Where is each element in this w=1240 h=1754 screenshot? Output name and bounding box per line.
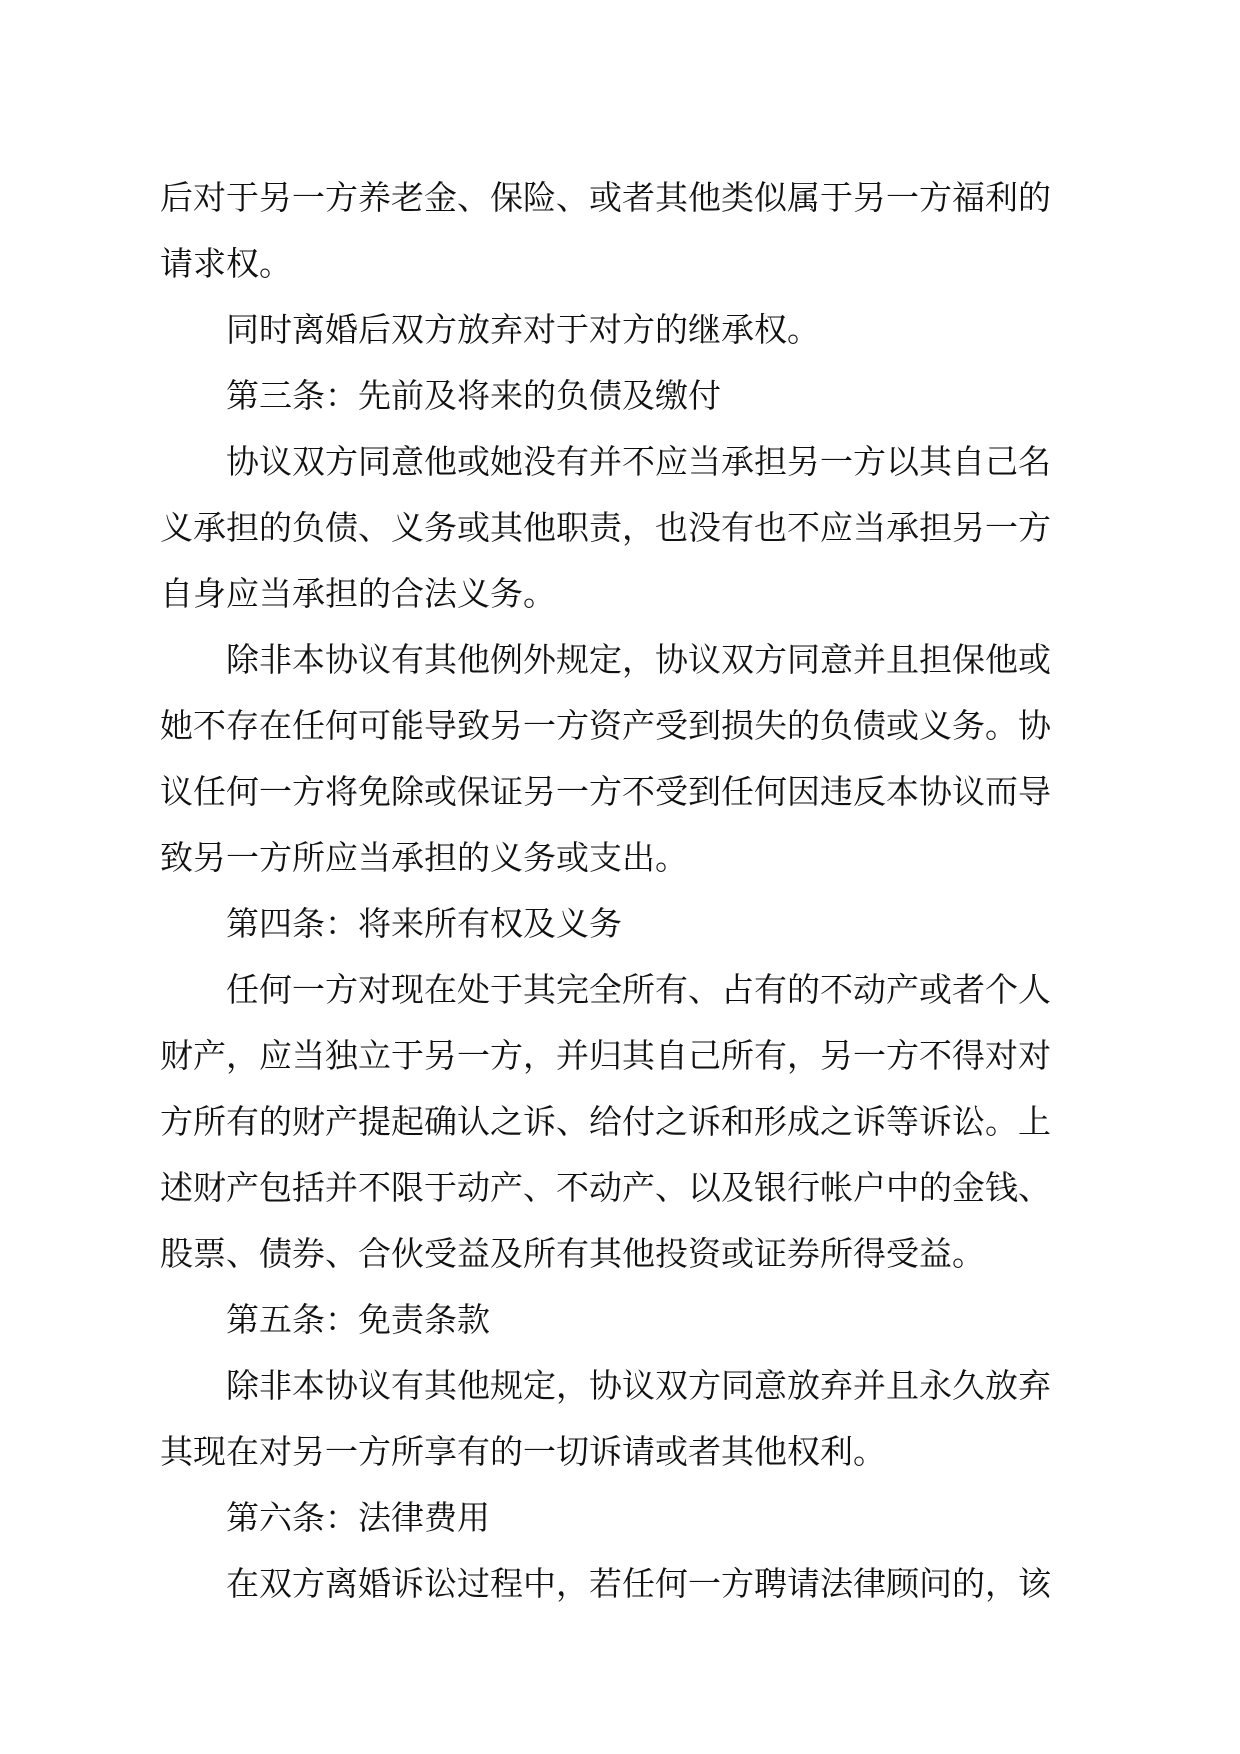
text-line: 致另一方所应当承担的义务或支出。 <box>160 838 688 877</box>
document-body <box>160 165 1100 1617</box>
text-line: 自身应当承担的合法义务。 <box>160 574 556 613</box>
text-line: 方所有的财产提起确认之诉、给付之诉和形成之诉等诉讼。上 <box>160 1102 1051 1141</box>
text-line: 股票、债券、合伙受益及所有其他投资或证券所得受益。 <box>160 1234 985 1273</box>
section-heading: 第五条：免责条款 <box>226 1300 490 1339</box>
section-heading: 第六条：法律费用 <box>226 1498 490 1537</box>
text-line: 除非本协议有其他例外规定，协议双方同意并且担保他或 <box>226 640 1051 679</box>
text-line: 其现在对另一方所享有的一切诉请或者其他权利。 <box>160 1432 886 1471</box>
text-line: 财产，应当独立于另一方，并归其自己所有，另一方不得对对 <box>160 1036 1051 1075</box>
text-line: 在双方离婚诉讼过程中，若任何一方聘请法律顾问的，该 <box>226 1564 1051 1603</box>
section-heading: 第三条：先前及将来的负债及缴付 <box>226 376 721 415</box>
text-line: 义承担的负债、义务或其他职责，也没有也不应当承担另一方 <box>160 508 1051 547</box>
text-line: 后对于另一方养老金、保险、或者其他类似属于另一方福利的 <box>160 178 1051 217</box>
text-line: 她不存在任何可能导致另一方资产受到损失的负债或义务。协 <box>160 706 1051 745</box>
text-line: 除非本协议有其他规定，协议双方同意放弃并且永久放弃 <box>226 1366 1051 1405</box>
text-line: 协议双方同意他或她没有并不应当承担另一方以其自己名 <box>226 442 1051 481</box>
text-line: 任何一方对现在处于其完全所有、占有的不动产或者个人 <box>226 970 1051 1009</box>
text-line: 述财产包括并不限于动产、不动产、以及银行帐户中的金钱、 <box>160 1168 1051 1207</box>
text-line: 请求权。 <box>160 244 292 283</box>
text-line: 同时离婚后双方放弃对于对方的继承权。 <box>226 310 820 349</box>
text-line: 议任何一方将免除或保证另一方不受到任何因违反本协议而导 <box>160 772 1051 811</box>
section-heading: 第四条：将来所有权及义务 <box>226 904 622 943</box>
